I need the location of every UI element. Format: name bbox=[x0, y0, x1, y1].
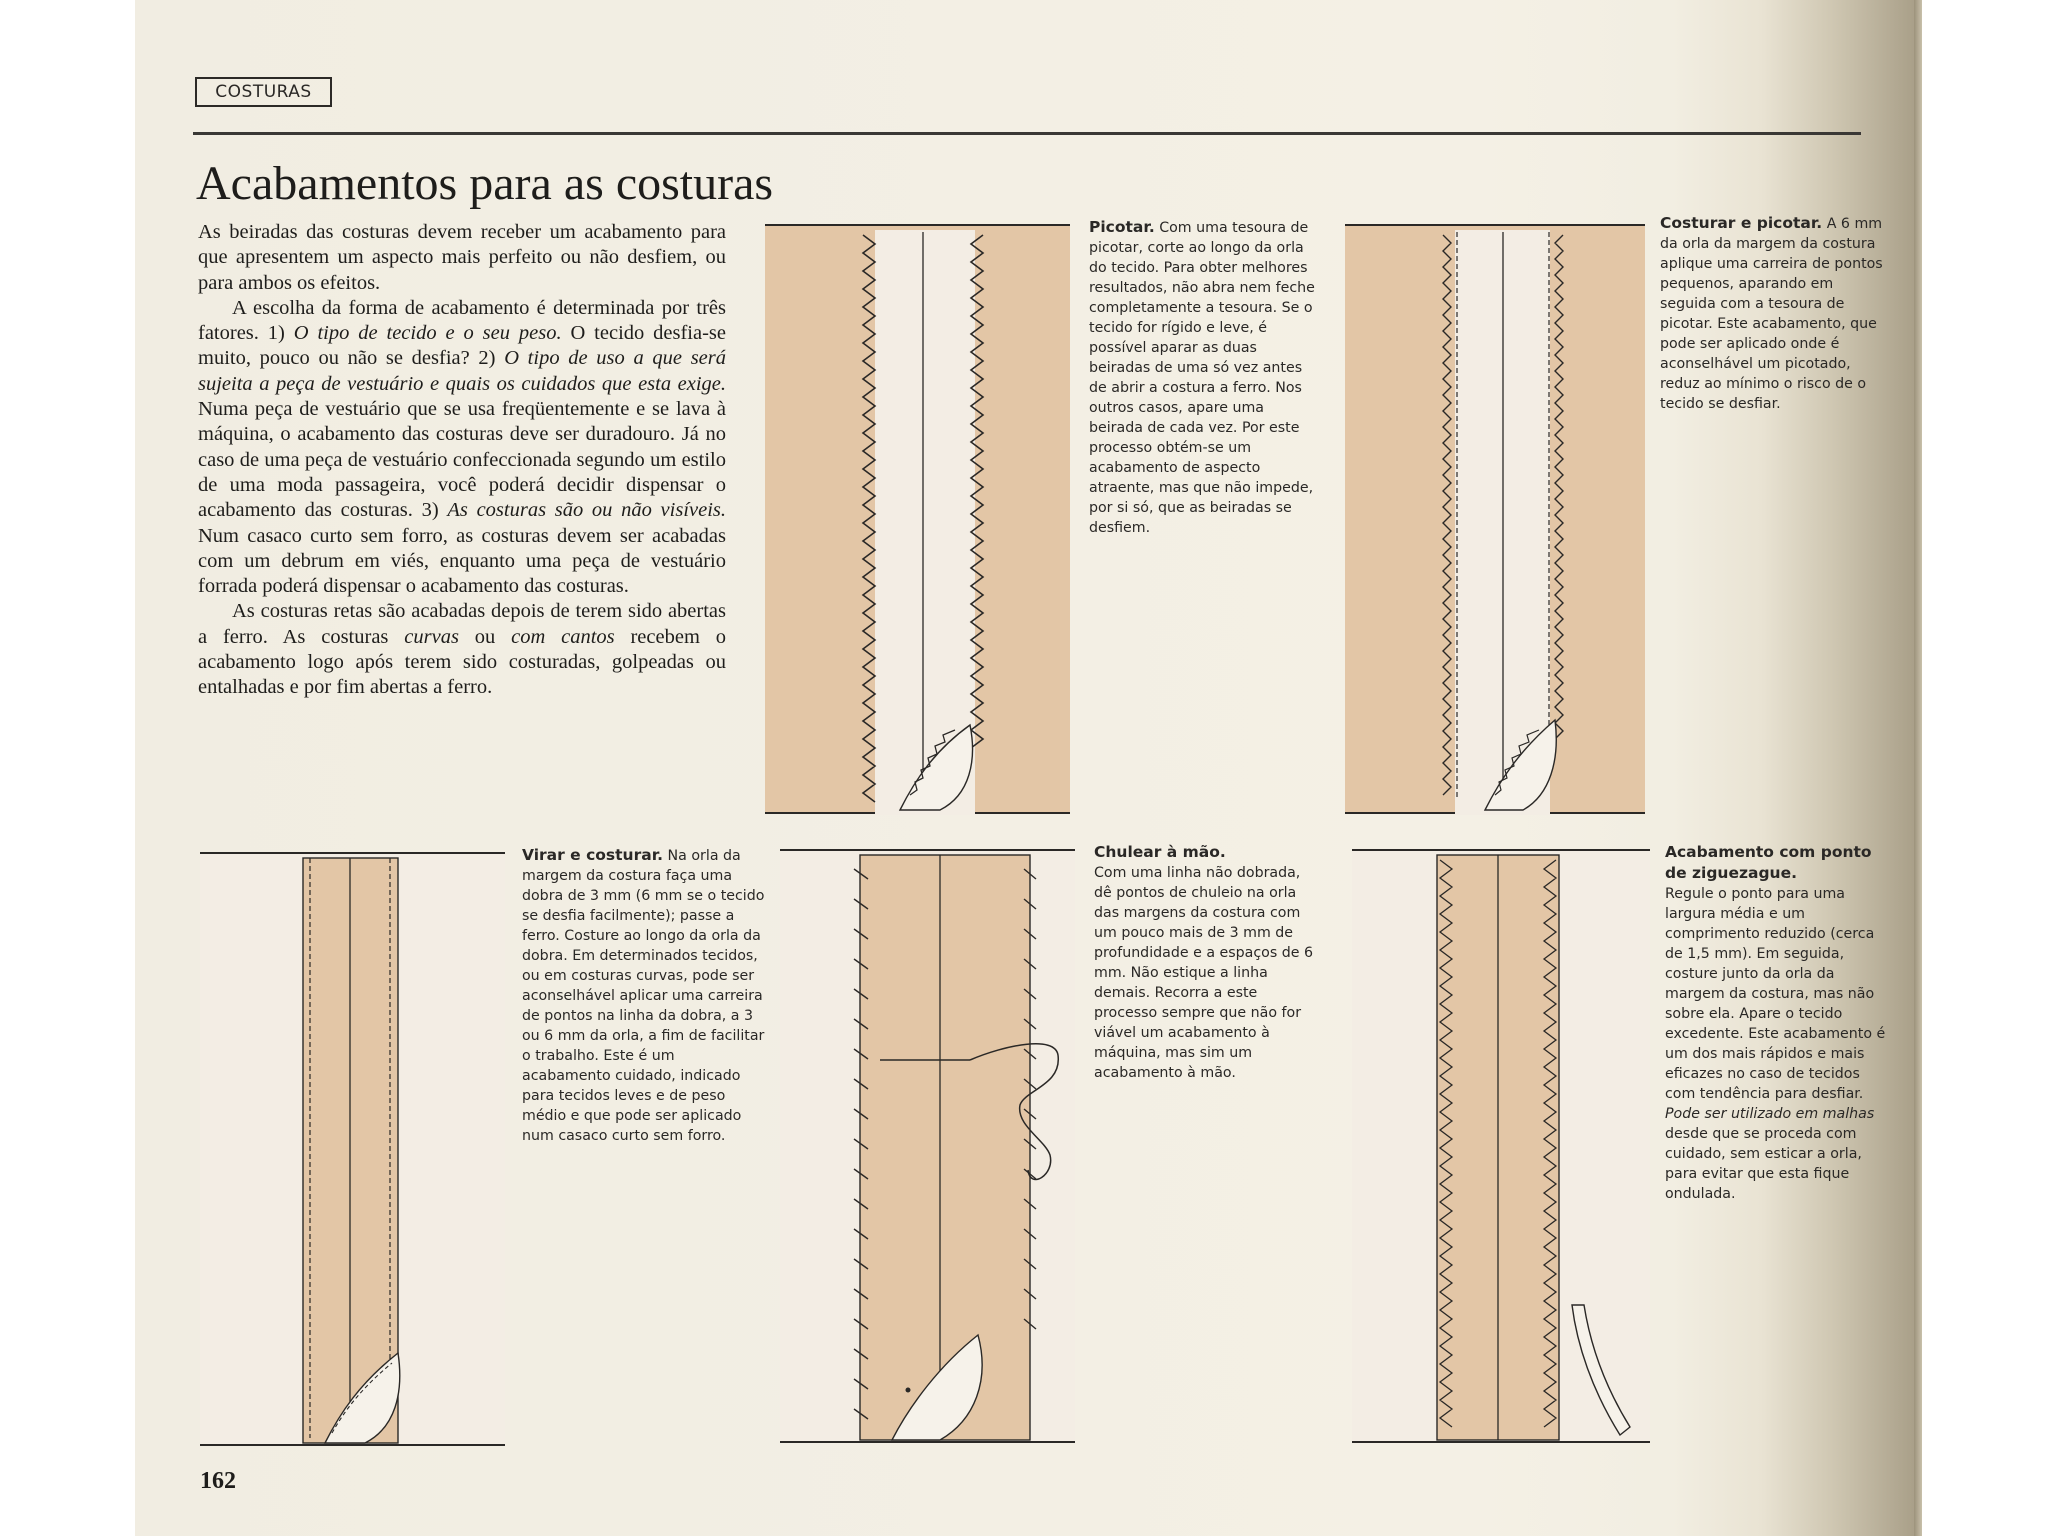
caption-ziguezague: Acabamento com ponto de ziguezague. Regule o ponto para uma largura média e um comprimento reduzido (cerca de 1,5 mm). Em seguida, costure junto da orla da margem da costura, mas não sobre ela. Apare o tecido excedente. Este acabamento é um dos mais rápidos e mais eficazes no caso de tecidos com tendência para desfiar. Pode ser utilizado em malhas desde que se proceda com cuidado, sem esticar a orla, para evitar que esta fique ondulada. bbox=[1665, 843, 1886, 1202]
illustration-picotar bbox=[765, 220, 1070, 815]
illustration-virar-costurar bbox=[200, 848, 505, 1448]
page-title: Acabamentos para as costuras bbox=[196, 157, 774, 210]
intro-paragraph-2: A escolha da forma de acabamento é determinada por três fatores. 1) O tipo de tecido e o seu peso. O tecido desfia-se muito, pouco ou não se desfia? 2) O tipo de uso a que será sujeita a peça de vestuário e quais os cuidados que esta exige. Numa peça de vestuário que se usa freqüentemente e se lava à máquina, o acabamento das costuras deve ser duradouro. Já no caso de uma peça de vestuário confeccionada segundo um estilo de uma moda passageira, você poderá decidir dispensar o acabamento das costuras. 3) As costuras são ou não visíveis. Num casaco curto sem forro, as costuras devem ser acabadas com um debrum em viés, enquanto uma peça de vestuário forrada poderá dispensar o acabamento das costuras. bbox=[198, 296, 727, 598]
caption-virar-costurar: Virar e costurar. Na orla da margem da costura faça uma dobra de 3 mm (6 mm se o tecido se desfia facilmente); passe a ferro. Costure ao longo da orla da dobra. Em determinados tecidos, ou em costuras curvas, pode ser aconselhável aplicar uma carreira de pontos na linha da dobra, a 3 ou 6 mm da orla, a fim de facilitar o trabalho. Este é um acabamento cuidado, indicado para tecidos leves e de peso médio e que pode ser aplicado num casaco curto sem forro. bbox=[522, 846, 765, 1144]
caption-title: Costurar e picotar. bbox=[1660, 214, 1823, 232]
caption-title: Picotar. bbox=[1089, 218, 1155, 236]
caption-picotar: Picotar. Com uma tesoura de picotar, corte ao longo da orla do tecido. Para obter melhores resultados, não abra nem feche completamente a tesoura. Se o tecido for rígido e leve, é possível aparar as duas beiradas de uma só vez antes de abrir a costura a ferro. Nos outros casos, apare uma beirada de cada vez. Por este processo obtém-se um acabamento de aspecto atraente, mas que não impede, por si só, que as beiradas se desfiem. bbox=[1089, 218, 1315, 536]
intro-paragraph-1: As beiradas das costuras devem receber um acabamento para que apresentem um aspecto mais perfeito ou não desfiem, ou para ambos os efeitos. bbox=[198, 221, 726, 294]
intro-text bbox=[198, 220, 726, 701]
section-label: COSTURAS bbox=[195, 77, 332, 107]
caption-costurar-picotar: Costurar e picotar. A 6 mm da orla da margem da costura aplique uma carreira de pontos pequenos, aparando em seguida com a tesoura de picotar. Este acabamento, que pode ser aplicado onde é aconselhável um picotado, reduz ao mínimo o risco de o tecido se desfiar. bbox=[1660, 214, 1883, 412]
intro-paragraph-3: As costuras retas são acabadas depois de terem sido abertas a ferro. As costuras curvas ou com cantos recebem o acabamento logo após terem sido costuradas, golpeadas ou entalhadas e por fim abertas a ferro. bbox=[198, 600, 726, 699]
binding-edge bbox=[1914, 0, 1922, 1536]
illustration-ziguezague bbox=[1352, 845, 1650, 1445]
caption-title: Chulear à mão. bbox=[1094, 843, 1226, 861]
page-number: 162 bbox=[200, 1468, 236, 1494]
illustration-chulear bbox=[780, 845, 1075, 1445]
caption-chulear: Chulear à mão. Com uma linha não dobrada, dê pontos de chuleio na orla das margens da costura com um pouco mais de 3 mm de profundidade e a espaços de 6 mm. Não estique a linha demais. Recorra a este processo sempre que não for viável um acabamento à máquina, mas sim um acabamento à mão. bbox=[1094, 843, 1313, 1081]
header-rule bbox=[193, 132, 1861, 135]
illustration-costurar-picotar bbox=[1345, 220, 1645, 815]
caption-title: Virar e costurar. bbox=[522, 846, 664, 864]
caption-title: Acabamento com ponto de ziguezague. bbox=[1665, 843, 1872, 882]
